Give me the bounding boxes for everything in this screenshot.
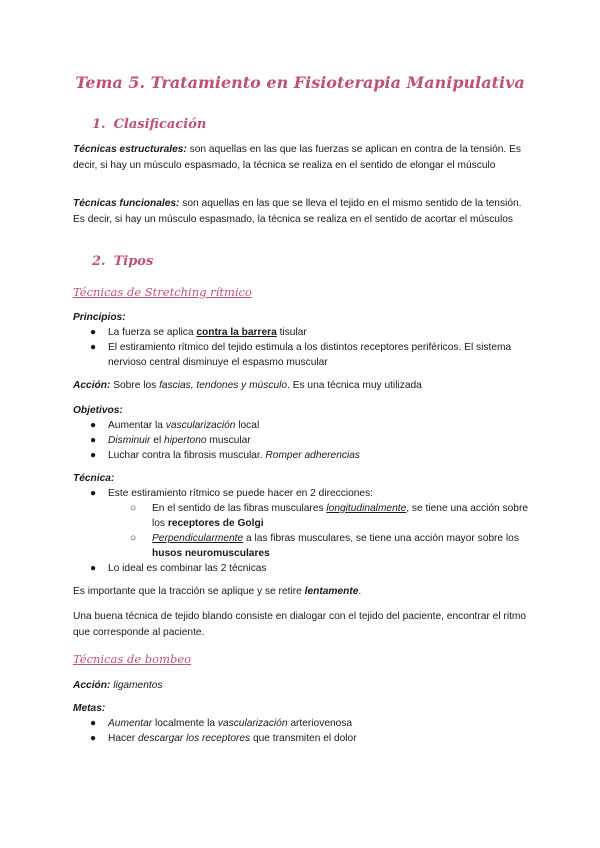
hollow-bullet-icon: ○ — [130, 533, 137, 544]
list-item: ● Este estiramiento rítmico se puede hacer en 2 direcciones: — [90, 488, 374, 499]
bullet-icon: ● — [90, 733, 97, 744]
list-objetivos — [90, 418, 530, 463]
paragraph-accion: Acción: Sobre los fascias, tendones y músculo. Es una técnica muy utilizada — [73, 380, 422, 391]
section-heading-clasificacion — [92, 117, 206, 132]
bullet-icon: ● — [90, 342, 97, 353]
subheading-bombeo: Técnicas de bombeo — [73, 652, 192, 666]
term-label: Técnicas funcionales: — [73, 198, 180, 209]
paragraph-funcionales — [73, 196, 533, 228]
page-title: Tema 5. Tratamiento en Fisioterapia Manipulativa — [75, 73, 525, 92]
section-title: Tipos — [113, 254, 154, 269]
paragraph-estructurales — [73, 142, 533, 174]
bullet-icon: ● — [90, 718, 97, 729]
paragraph-bombeo-accion: Acción: ligamentos — [73, 680, 163, 691]
list-item: ● Disminuir el hipertono muscular — [90, 435, 251, 446]
paragraph-importante: Es importante que la tracción se aplique y se retire lentamente. — [73, 586, 362, 597]
sublist-direcciones — [112, 501, 530, 561]
term-text: son aquellas en las que las fuerzas se aplican en contra de la tensión. Es decir, si hay un músculo espasmado, la técnica se realiza en el sentido de elongar el músculo — [73, 144, 521, 171]
bullet-icon: ● — [90, 420, 97, 431]
list-item: ● El estiramiento rítmico del tejido estimula a los distintos receptores periféricos. El sistema nervioso central disminuye el espasmo muscular — [90, 342, 512, 368]
section-title: Clasificación — [113, 117, 207, 132]
paragraph-buena-tecnica: Una buena técnica de tejido blando consiste en dialogar con el tejido del paciente, encontrar el ritmo que corresponde al paciente. — [73, 611, 527, 638]
bullet-icon: ● — [90, 488, 97, 499]
list-item: ● Luchar contra la fibrosis muscular. Romper adherencias — [90, 450, 360, 461]
list-principios — [90, 325, 530, 370]
section-number: 1. — [92, 117, 106, 132]
bullet-icon: ● — [90, 563, 97, 574]
bullet-icon: ● — [90, 435, 97, 446]
bullet-icon: ● — [90, 450, 97, 461]
sublist-item: ○ Perpendicularmente a las fibras musculares, se tiene una acción mayor sobre los husos neuromusculares — [130, 533, 519, 559]
list-item: ● La fuerza se aplica contra la barrera tisular — [90, 327, 307, 338]
subheading-stretching: Técnicas de Stretching rítmico — [73, 285, 252, 299]
list-item: ● Aumentar la vascularización local — [90, 420, 260, 431]
label-objetivos: Objetivos: — [73, 405, 123, 416]
section-heading-tipos — [92, 254, 153, 269]
term-label: Técnicas estructurales: — [73, 144, 187, 155]
hollow-bullet-icon: ○ — [130, 503, 137, 514]
list-item: ● Aumentar localmente la vascularización arteriovenosa — [90, 718, 353, 729]
term-text: son aquellas en las que se lleva el tejido en el mismo sentido de la tensión. Es decir, si hay un músculo espasmado, la técnica se realiza en el sentido de acortar el músculos — [73, 198, 522, 225]
label-metas: Metas: — [73, 703, 106, 714]
list-item: ● Lo ideal es combinar las 2 técnicas — [90, 563, 267, 574]
section-number: 2. — [92, 254, 106, 269]
principios-label: Principios: — [73, 312, 126, 323]
label-principios — [73, 310, 533, 326]
bullet-icon: ● — [90, 327, 97, 338]
list-item: ● Hacer descargar los receptores que transmiten el dolor — [90, 733, 357, 744]
label-tecnica: Técnica: — [73, 473, 115, 484]
list-tecnica — [90, 486, 530, 576]
sublist-item: ○ En el sentido de las fibras musculares longitudinalmente, se tiene una acción sobre los receptores de Golgi — [130, 503, 529, 529]
list-metas — [90, 716, 530, 746]
